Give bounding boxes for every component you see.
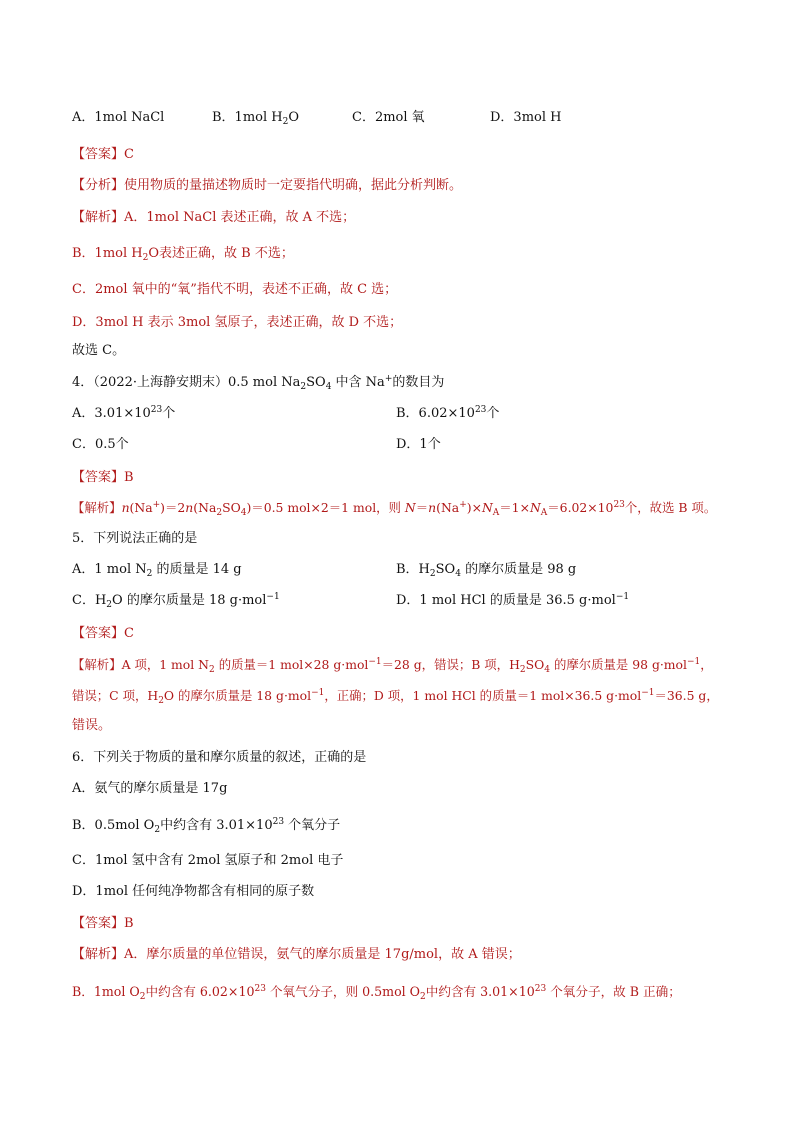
- q4-options-row-2: [72, 437, 441, 453]
- q6-explain-1: 【解析】A．摩尔质量的单位错误，氨气的摩尔质量是 17g/mol，故 A 错误；: [72, 947, 521, 962]
- q3-explain-4: D．3mol H 表示 3mol 氢原子，表述正确，故 D 不选；: [72, 315, 403, 330]
- q3-answer: 【答案】C: [72, 147, 134, 162]
- q3-option-b: B．1mol $H_2O$: [212, 110, 300, 127]
- q6-stem: 6．下列关于物质的量和摩尔质量的叙述，正确的是: [72, 750, 367, 765]
- q4-option-d: D．1个: [396, 437, 441, 452]
- q5-explain-3: 错误。: [72, 718, 112, 733]
- q6-explain-2: B．1mol $O_2$中约含有 $6.02\times 10^{23}$ 个氧气分子，则 0.5mol $O_2$中约含有 $3.01\times 10^{23}$ 个氧分子，故 B 正确；: [72, 984, 681, 1002]
- q6-option-d: D．1mol 任何纯净物都含有相同的原子数: [72, 884, 315, 899]
- q6-option-c: C．1mol 氢中含有 2mol 氢原子和 2mol 电子: [72, 853, 344, 868]
- q4-option-b: B．$6.02\times 10^{23}$个: [396, 405, 500, 421]
- q5-explain-2: 错误；C 项，$H_2O$ 的摩尔质量是 18 g·mol$^{-1}$，正确；D 项，1 mol HCl 的质量＝1 mol×36.5 g·mol$^{-1}$＝36.5 g，: [72, 688, 719, 706]
- q3-option-d: D．3mol H: [490, 110, 562, 125]
- q4-explain: 【解析】$n(Na^+)=2n(Na_2SO_4)=0.5$ mol×2＝1 mol，则 $N=n(Na^+)\times N_A=1\times N_A=6.02\times 10^{23}$个，故选 B 项。: [72, 500, 717, 518]
- q3-explain-3: C．2mol 氧中的“氧”指代不明，表述不正确，故 C 选；: [72, 282, 398, 297]
- q5-stem: 5．下列说法正确的是: [72, 531, 198, 546]
- q5-option-b: B．$H_2SO_4$ 的摩尔质量是 98 g: [396, 562, 577, 579]
- q3-explain-1: 【解析】A．1mol NaCl 表述正确，故 A 不选；: [72, 210, 356, 225]
- q4-option-a: A．$3.01\times 10^{23}$个: [72, 405, 176, 421]
- q4-answer: 【答案】B: [72, 470, 134, 485]
- q3-options: [72, 110, 561, 126]
- q4-stem: 4．（2022·上海静安期末）0.5 mol $Na_2SO_4$ 中含 Na+的数目为: [72, 374, 445, 392]
- q6-option-b: B．0.5mol $O_2$中约含有 $3.01\times 10^{23}$ 个氧分子: [72, 817, 341, 835]
- q5-options-row-2: [72, 593, 629, 609]
- q3-explain-2: B．1mol $H_2O$表述正确，故 B 不选；: [72, 246, 294, 263]
- q4-option-c: C．0.5个: [72, 437, 129, 452]
- q5-answer: 【答案】C: [72, 626, 134, 641]
- q4-options-row-1: [72, 406, 499, 422]
- q3-analysis: 【分析】使用物质的量描述物质时一定要指代明确，据此分析判断。: [72, 178, 463, 193]
- q5-option-a: A．1 mol $N_2$ 的质量是 14 g: [72, 562, 242, 579]
- q6-answer: 【答案】B: [72, 916, 134, 931]
- q3-option-c: C．2mol 氧: [352, 110, 425, 125]
- q3-conclusion: 故选 C。: [72, 343, 126, 358]
- q5-options-row-1: [72, 562, 576, 578]
- q5-explain-1: 【解析】A 项，1 mol $N_2$ 的质量＝1 mol×28 g·mol$^{-1}$＝28 g，错误；B 项，$H_2SO_4$ 的摩尔质量是 98 g·mol$^{-1}$，: [72, 657, 713, 675]
- q5-option-c: C．$H_2O$ 的摩尔质量是 18 g·mol$^{-1}$: [72, 592, 280, 610]
- q3-option-a: A．1mol NaCl: [72, 110, 165, 125]
- q5-option-d: D．1 mol HCl 的质量是 36.5 g·mol$^{-1}$: [396, 592, 630, 608]
- q6-option-a: A．氨气的摩尔质量是 17g: [72, 781, 228, 796]
